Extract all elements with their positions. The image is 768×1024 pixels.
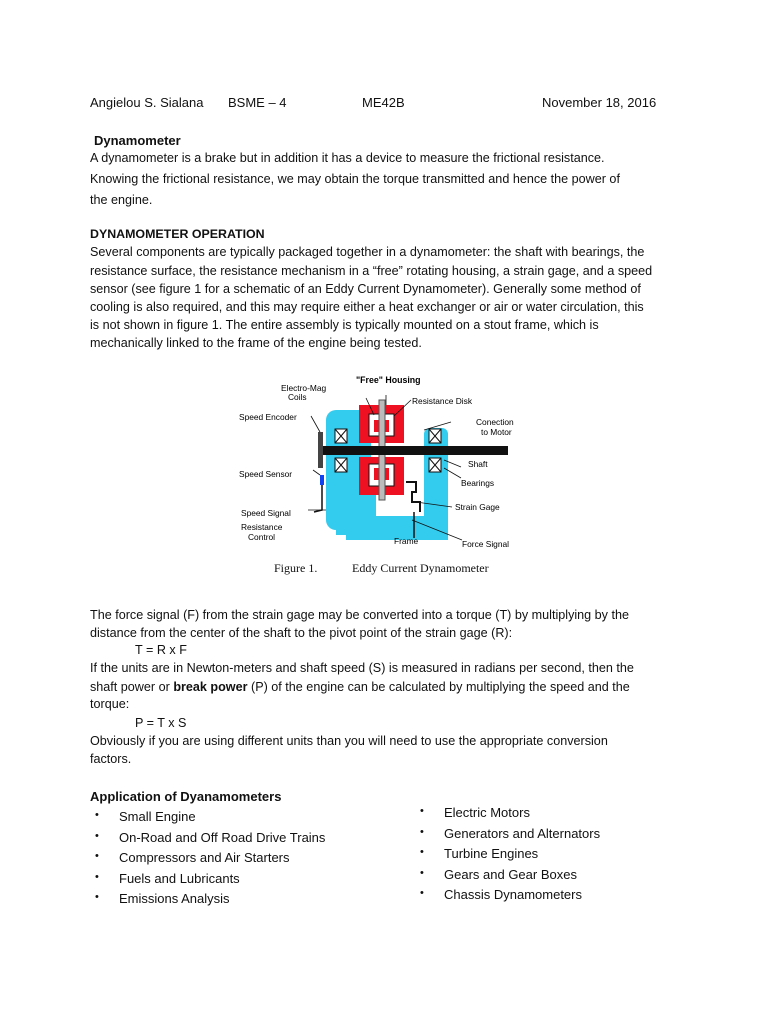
list-item: • Generators and Alternators <box>420 825 601 841</box>
list-item: • Fuels and Lubricants <box>95 870 240 886</box>
author-name: Angielou S. Sialana <box>90 95 204 110</box>
torque-line-6: Obviously if you are using different units than you will need to use the appropriate conversion <box>90 734 608 748</box>
list-item: • Turbine Engines <box>420 846 539 861</box>
date: November 18, 2016 <box>542 95 657 110</box>
label-resistance-disk: Resistance Disk <box>412 396 473 406</box>
operation-title: DYNAMOMETER OPERATION <box>90 227 265 241</box>
label-frame: Frame <box>394 536 419 546</box>
label-control: Control <box>248 532 275 542</box>
applications-list-left <box>90 809 325 912</box>
torque-line-4-post: (P) of the engine can be calculated by multiplying the speed and the <box>247 680 630 694</box>
figure-number: Figure 1. <box>274 561 318 575</box>
operation-line-1: Several components are typically packaged together in a dynamometer: the shaft with bearings, the <box>90 245 645 259</box>
speed-sensor <box>320 475 324 485</box>
torque-line-7: factors. <box>90 752 132 766</box>
speed-encoder <box>318 432 323 468</box>
list-item: • Gears and Gear Boxes <box>420 866 577 882</box>
torque-line-2: distance from the center of the shaft to the pivot point of the strain gage (R): <box>90 626 513 640</box>
label-shaft: Shaft <box>468 459 488 469</box>
label-speed-sensor: Speed Sensor <box>239 469 293 479</box>
subject-code: ME42B <box>362 95 405 110</box>
list-item: • Chassis Dynamometers <box>420 887 582 902</box>
operation-line-6: mechanically linked to the frame of the engine being tested. <box>90 336 422 350</box>
intro-line-3: the engine. <box>90 193 153 207</box>
intro-line-2: Knowing the frictional resistance, we may obtain the torque transmitted and hence the power of <box>90 172 620 186</box>
figure-title: Eddy Current Dynamometer <box>352 561 489 575</box>
list-item: • Compressors and Air Starters <box>95 850 290 865</box>
label-speed-signal: Speed Signal <box>241 508 291 518</box>
label-free-housing: "Free" Housing <box>356 375 421 385</box>
torque-line-5: torque: <box>90 697 130 711</box>
operation-line-3: sensor (see figure 1 for a schematic of an Eddy Current Dynamometer). Generally some method of <box>90 282 641 296</box>
power-formula: P = T x S <box>135 716 187 730</box>
torque-line-4-pre: shaft power or <box>90 680 174 694</box>
torque-line-4-bold: break power <box>173 680 248 694</box>
shaft <box>318 446 508 455</box>
torque-line-3: If the units are in Newton-meters and shaft speed (S) is measured in radians per second, then the <box>90 661 634 675</box>
label-strain-gage: Strain Gage <box>455 502 500 512</box>
figure-caption <box>274 561 489 576</box>
label-bearings: Bearings <box>461 478 495 488</box>
label-speed-encoder: Speed Encoder <box>239 412 297 422</box>
label-coils: Coils <box>288 392 307 402</box>
label-to-motor: to Motor <box>481 427 512 437</box>
torque-line-1: The force signal (F) from the strain gage may be converted into a torque (T) by multiplying by the <box>90 608 629 622</box>
intro-title: Dynamometer <box>94 133 181 148</box>
applications-list-right <box>415 805 600 908</box>
list-item: • Electric Motors <box>420 805 530 820</box>
operation-line-2: resistance surface, the resistance mechanism in a “free” rotating housing, a strain gage, and a speed <box>90 264 653 278</box>
operation-line-5: is not shown in figure 1. The entire assembly is typically mounted on a stout frame, which is <box>90 318 599 332</box>
course: BSME – 4 <box>228 95 287 110</box>
label-conection: Conection <box>476 417 514 427</box>
eddy-current-dynamometer-diagram <box>236 370 536 560</box>
dynamometer-figure <box>236 370 536 580</box>
label-electro-mag: Electro-Mag <box>281 383 327 393</box>
torque-line-4 <box>90 680 690 694</box>
intro-line-1: A dynamometer is a brake but in addition it has a device to measure the frictional resistance. <box>90 151 605 165</box>
label-force-signal: Force Signal <box>462 539 510 549</box>
frame-left-lower <box>336 490 376 535</box>
torque-formula: T = R x F <box>135 643 187 657</box>
label-resistance: Resistance <box>241 522 283 532</box>
list-item: • Emissions Analysis <box>95 891 230 906</box>
strain-gage <box>406 482 420 512</box>
list-item: • Small Engine <box>95 809 196 824</box>
list-item: • On-Road and Off Road Drive Trains <box>95 829 326 845</box>
operation-line-4: cooling is also required, and this may require either a heat exchanger or air or water circulation, this <box>90 300 644 314</box>
applications-title: Application of Dyanamometers <box>90 789 282 804</box>
